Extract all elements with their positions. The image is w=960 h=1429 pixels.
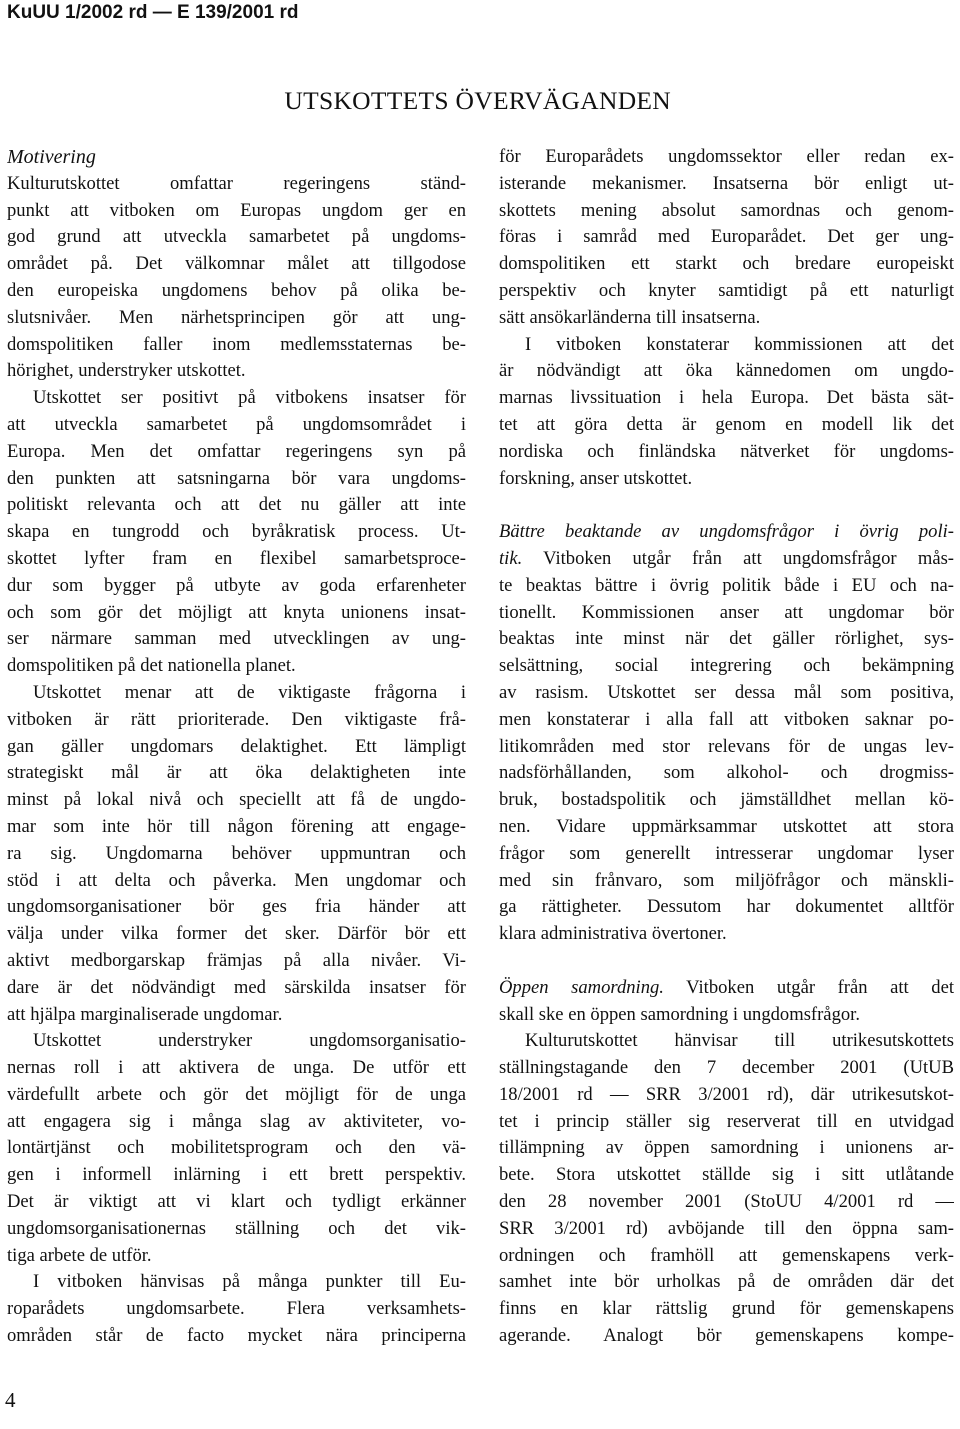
left-column bbox=[7, 144, 466, 1350]
text-line: I vitboken konstaterar kommissionen att det bbox=[525, 333, 954, 355]
text-line: nernas roll i att aktivera de unga. De utför ett bbox=[7, 1057, 466, 1079]
text-line: nadsförhållanden, som alkohol- och drogmiss- bbox=[499, 762, 954, 784]
text-line: bete. Stora utskottet ställde sig i sitt utlåtande bbox=[499, 1164, 954, 1186]
text-line: välja under vilka former det sker. Därför bör ett bbox=[7, 923, 466, 945]
text-line: klara administrativa övertoner. bbox=[499, 923, 727, 945]
text-line: värdefullt arbete och gör det möjligt för de unga bbox=[7, 1083, 466, 1105]
text-line: forskning, anser utskottet. bbox=[499, 467, 693, 489]
text-line bbox=[499, 519, 954, 546]
text-line: ordningen och framhöll att gemenskapens verk- bbox=[499, 1244, 954, 1266]
text-line: tiga arbete de utför. bbox=[7, 1244, 152, 1266]
text-line: ställningstagande den 7 december 2001 (UtUB bbox=[499, 1057, 954, 1079]
text-line: aktivt medborgarskap främjas på alla nivåer. Vi- bbox=[7, 949, 466, 971]
text-line: nen. Vidare uppmärksammar utskottet att stora bbox=[499, 815, 954, 837]
text-line: ga rättigheter. Dessutom har dokumentet alltför bbox=[499, 896, 954, 918]
text-line: skapa en tungrodd och byråkratisk process. Ut- bbox=[7, 521, 466, 543]
text-line: den 28 november 2001 (StoUU 4/2001 rd — bbox=[499, 1191, 954, 1213]
text-line: roparådets ungdomsarbete. Flera verksamhets- bbox=[7, 1298, 466, 1320]
text-line: Öppen samordning. Vitboken utgår från att det bbox=[499, 976, 954, 998]
text-line: sätt ansökarländerna till insatserna. bbox=[499, 306, 761, 328]
text-line: ser närmare samman med utvecklingen av ung- bbox=[7, 628, 466, 650]
text-line: skottet lyfter fram en flexibel samarbetsproce- bbox=[7, 547, 466, 569]
text-line: tionellt. Kommissionen anser att ungdomar bör bbox=[499, 601, 954, 623]
text-line: tillämpning av öppen samordning i unionens ar- bbox=[499, 1137, 954, 1159]
text-line: litikområden med stor relevans för de ungas lev- bbox=[499, 735, 954, 757]
right-column bbox=[499, 144, 954, 1350]
text-line: finns en klar rättslig grund för gemenskapens bbox=[499, 1298, 954, 1320]
text-line: domspolitiken på det nationella planet. bbox=[7, 655, 296, 677]
text-line: SRR 3/2001 rd) avböjande till den öppna sam- bbox=[499, 1217, 954, 1239]
text-line: marnas livssituation i hela Europa. Det bästa sät- bbox=[499, 387, 954, 409]
text-line: 18/2001 rd — SRR 3/2001 rd), där utrikesutskot- bbox=[499, 1083, 954, 1105]
text-line: frågor som generellt intresserar ungdomar lyser bbox=[499, 842, 954, 864]
text-line: gen i informell inlärning i ett brett perspektiv. bbox=[7, 1164, 466, 1186]
text-line: är nödvändigt att öka kännedomen om ungdo- bbox=[499, 360, 954, 382]
text-line: Utskottet menar att de viktigaste frågorna i bbox=[33, 681, 466, 703]
text-line: att engagera sig i många slag av aktiviteter, vo- bbox=[7, 1110, 466, 1132]
text-line: minst på lokal nivå och speciellt att få de ungdo- bbox=[7, 789, 466, 811]
text-line: perspektiv och knyter samtidigt på ett naturligt bbox=[499, 279, 954, 301]
blank-line bbox=[499, 492, 954, 519]
text-line: av rasism. Utskottet ser dessa mål som positiva, bbox=[499, 681, 954, 703]
text-line: selsättning, social integrering och bekämpning bbox=[499, 655, 954, 677]
text-line: Europa. Men det omfattar regeringens syn på bbox=[7, 440, 466, 462]
text-line: domspolitiken ett starkt och bredare europeiskt bbox=[499, 253, 954, 275]
text-line: I vitboken hänvisas på många punkter till Eu- bbox=[33, 1271, 466, 1293]
text-line: isterande mekanismer. Insatserna bör enligt ut- bbox=[499, 172, 954, 194]
text-line: Kulturutskottet omfattar regeringens ständ- bbox=[7, 172, 466, 194]
text-line: men konstaterar i alla fall att vitboken saknar po- bbox=[499, 708, 954, 730]
text-line: te beaktas bättre i övrig politik både i EU och na- bbox=[499, 574, 954, 596]
section-heading: UTSKOTTETS ÖVERVÄGANDEN bbox=[284, 86, 671, 115]
text-line: Utskottet ser positivt på vitbokens insatser för bbox=[33, 387, 466, 409]
running-header: KuUU 1/2002 rd — E 139/2001 rd bbox=[7, 2, 299, 23]
text-line: tik. Vitboken utgår från att ungdomsfrågor mås- bbox=[499, 547, 954, 569]
text-line: slutsnivåer. Men närhetsprincipen gör att ung- bbox=[7, 306, 466, 328]
text-line: hörighet, understryker utskottet. bbox=[7, 360, 246, 382]
text-line: tet att göra detta är genom en modell lik det bbox=[499, 413, 954, 435]
text-line: med sin frånvaro, som miljöfrågor och mänskli- bbox=[499, 869, 954, 891]
text-line: ungdomsorganisationernas ställning och det vik- bbox=[7, 1217, 466, 1239]
text-line: skottets mening absolut samordnas och genom- bbox=[499, 199, 954, 221]
text-line: god grund att utveckla samarbetet på ungdoms- bbox=[7, 226, 466, 248]
text-line: samhet inte bör urholkas på de områden där det bbox=[499, 1271, 954, 1293]
text-line: bruk, bostadspolitik och jämställdhet mellan kö- bbox=[499, 789, 954, 811]
text-line: skall ske en öppen samordning i ungdomsfrågor. bbox=[499, 1003, 860, 1025]
text-line: området på. Det välkomnar målet att tillgodose bbox=[7, 253, 466, 275]
text-line: vitboken är rätt prioriterade. Den viktigaste frå- bbox=[7, 708, 466, 730]
text-line: politiskt relevanta och att det nu gäller att inte bbox=[7, 494, 466, 516]
text-line: att hjälpa marginaliserade ungdomar. bbox=[7, 1003, 283, 1025]
text-line: att utveckla samarbetet på ungdomsområdet i bbox=[7, 413, 466, 435]
text-line: beaktas inte minst när det gäller rörlighet, sys- bbox=[499, 628, 954, 650]
text-line: domspolitiken faller inom medlemsstaternas be- bbox=[7, 333, 466, 355]
text-line: områden står de facto mycket nära principerna bbox=[7, 1325, 466, 1347]
text-line: agerande. Analogt bör gemenskapens kompe- bbox=[499, 1325, 954, 1347]
text-line: Det är viktigt att vi klart och tydligt erkänner bbox=[7, 1191, 466, 1213]
page-number: 4 bbox=[5, 1388, 16, 1412]
text-line: mar som inte hör till någon förening att engage- bbox=[7, 815, 466, 837]
text-line: dare är det nödvändigt med särskilda insatser för bbox=[7, 976, 466, 998]
text-line: och som gör det möjligt att knyta unionens insat- bbox=[7, 601, 466, 623]
text-line: dur som bygger på utbyte av goda erfarenheter bbox=[7, 574, 466, 596]
text-line: för Europarådets ungdomssektor eller redan ex- bbox=[499, 146, 954, 167]
text-line: föras i samråd med Europarådet. Det ger ung- bbox=[499, 226, 954, 248]
blank-line bbox=[499, 948, 954, 975]
text-line: nordiska och finländska nätverket för ungdoms- bbox=[499, 440, 954, 462]
text-line: ungdomsorganisationer bör ges fria händer att bbox=[7, 896, 466, 918]
text-line: Kulturutskottet hänvisar till utrikesutskottets bbox=[525, 1030, 954, 1052]
text-line: gan gäller ungdomars delaktighet. Ett lämpligt bbox=[7, 735, 466, 757]
text-line: stöd i att delta och påverka. Men ungdomar och bbox=[7, 869, 466, 891]
text-line: ra sig. Ungdomarna behöver uppmuntran och bbox=[7, 842, 466, 864]
text-line: den europeiska ungdomens behov på olika be- bbox=[7, 279, 466, 301]
inline-heading: tik. bbox=[499, 547, 523, 569]
text-line: lontärtjänst och mobilitetsprogram och den vä- bbox=[7, 1137, 466, 1159]
text-line: punkt att vitboken om Europas ungdom ger en bbox=[7, 199, 466, 221]
subsection-heading: Motivering bbox=[7, 146, 96, 168]
text-line: tet i princip ställer sig reserverat till en utvidgad bbox=[499, 1110, 954, 1132]
text-line: Utskottet understryker ungdomsorganisatio- bbox=[33, 1030, 466, 1052]
text-line: den punkten att satsningarna bör vara ungdoms- bbox=[7, 467, 466, 489]
text-line: strategiskt mål är att öka delaktigheten inte bbox=[7, 762, 466, 784]
inline-heading: Bättre beaktande av ungdomsfrågor i övrig poli- bbox=[499, 521, 954, 543]
inline-heading: Öppen samordning. bbox=[499, 976, 664, 998]
